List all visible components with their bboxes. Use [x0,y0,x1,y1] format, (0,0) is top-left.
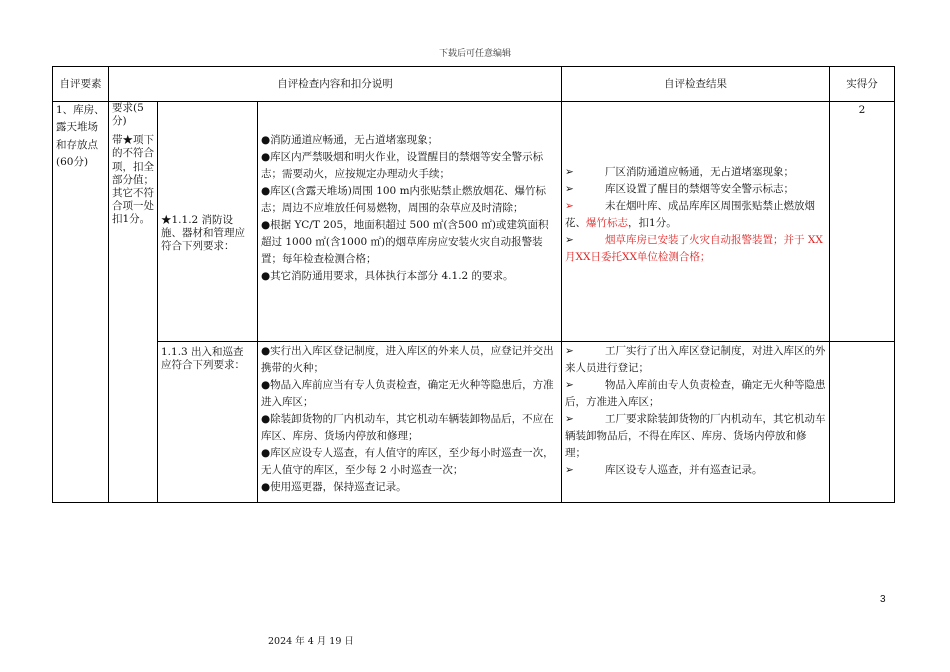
content-bullet: ●根据 YC/T 205，地面积超过 500 ㎡(含500 ㎡)或建筑面积超过 1000 ㎡(含1000 ㎡)的烟草库房应安装火灾自动报警装置；每年检查检测合格； [261,219,549,265]
header-score: 实得分 [830,67,895,102]
content-cell [258,102,562,342]
arrow-icon: ➢ [565,379,574,391]
result-item: ➢ 库区设专人巡查，并有巡查记录。 [565,462,826,479]
header-content: 自评检查内容和扣分说明 [109,67,562,102]
table-header-row [53,67,895,102]
content-bullet: ●库区应设专人巡查，有人值守的库区，至少每小时巡查一次，无人值守的库区，至少每 2 小时巡查一次； [261,447,554,476]
content-bullet: ●物品入库前应当有专人负责检查，确定无火种等隐患后，方准进入库区； [261,379,554,408]
page-number: 3 [880,594,886,605]
result-item: ➢ 工厂实行了出入库区登记制度，对进入库区的外来人员进行登记； [565,345,826,374]
result-item: ➢ 未在烟叶库、成品库库区周围张贴禁止燃放烟花、爆竹标志，扣1分。 [565,200,816,229]
self-assessment-table [52,66,895,503]
content-bullet: ●消防通道应畅通，无占道堵塞现象； [261,134,439,146]
content-bullet: ●除装卸货物的厂内机动车，其它机动车辆装卸物品后，不应在库区、库房、货场内停放和修理； [261,413,554,442]
score-cell [830,342,895,503]
requirement-note: 要求(5分) [112,102,144,128]
highlight-text: 爆竹标志 [586,217,629,229]
arrow-icon: ➢ [565,166,574,178]
result-cell [562,342,830,503]
content-bullet: ●其它消防通用要求，具体执行本部分 4.1.2 的要求。 [261,270,514,282]
content-bullet: ●库区内严禁吸烟和明火作业，设置醒目的禁烟等安全警示标志；需要动火，应按规定办理动火手续； [261,151,544,180]
result-item: ➢ 物品入库前由专人负责检查，确定无火种等隐患后，方准进入库区； [565,379,826,408]
requirement-cell [109,102,158,503]
footer-date: 2024 年 4 月 19 日 [268,636,354,647]
result-item: ➢ 厂区消防通道应畅通，无占道堵塞现象； [565,164,826,181]
table-row [53,342,895,503]
arrow-icon: ➢ [565,234,574,246]
item-title: 1.1.3 出入和巡查应符合下列要求： [158,342,258,503]
header-element: 自评要素 [53,67,109,102]
content-bullet: ●库区(含露天堆场)周围 100 m内张贴禁止燃放烟花、爆竹标志；周边不应堆放任何易燃物，周围的杂草应及时清除； [261,185,547,214]
header-note: 下载后可任意编辑 [438,49,511,59]
result-item: ➢ 工厂要求除装卸货物的厂内机动车，其它机动车辆装卸物品后，不得在库区、库房、货场内停放和修理； [565,413,826,459]
arrow-icon: ➢ [565,183,574,195]
deduction-note: 带★项下的不符合项，扣全部分值；其它不符合项一处扣1分。 [112,134,154,225]
arrow-icon: ➢ [565,200,574,212]
element-label: 1、库房、露天堆场和存放点(60分) [53,102,109,503]
result-cell [562,102,830,342]
arrow-icon: ➢ [565,345,574,357]
result-item: ➢ 库区设置了醒目的禁烟等安全警示标志； [565,181,826,198]
arrow-icon: ➢ [565,464,574,476]
highlight-text: 烟草库房已安装了火灾自动报警装置；并于 XX月XX日委托XX单位检测合格； [565,234,823,263]
arrow-icon: ➢ [565,413,574,425]
item-title: ★1.1.2 消防设施、器材和管理应符合下列要求： [158,102,258,342]
content-bullet: ●实行出入库区登记制度，进入库区的外来人员，应登记并交出携带的火种； [261,345,554,374]
header-result: 自评检查结果 [562,67,830,102]
content-cell [258,342,562,503]
content-bullet: ●使用巡更器，保持巡查记录。 [261,481,407,493]
table-row [53,102,895,342]
score-cell: 2 [830,102,895,342]
result-item [565,232,826,266]
